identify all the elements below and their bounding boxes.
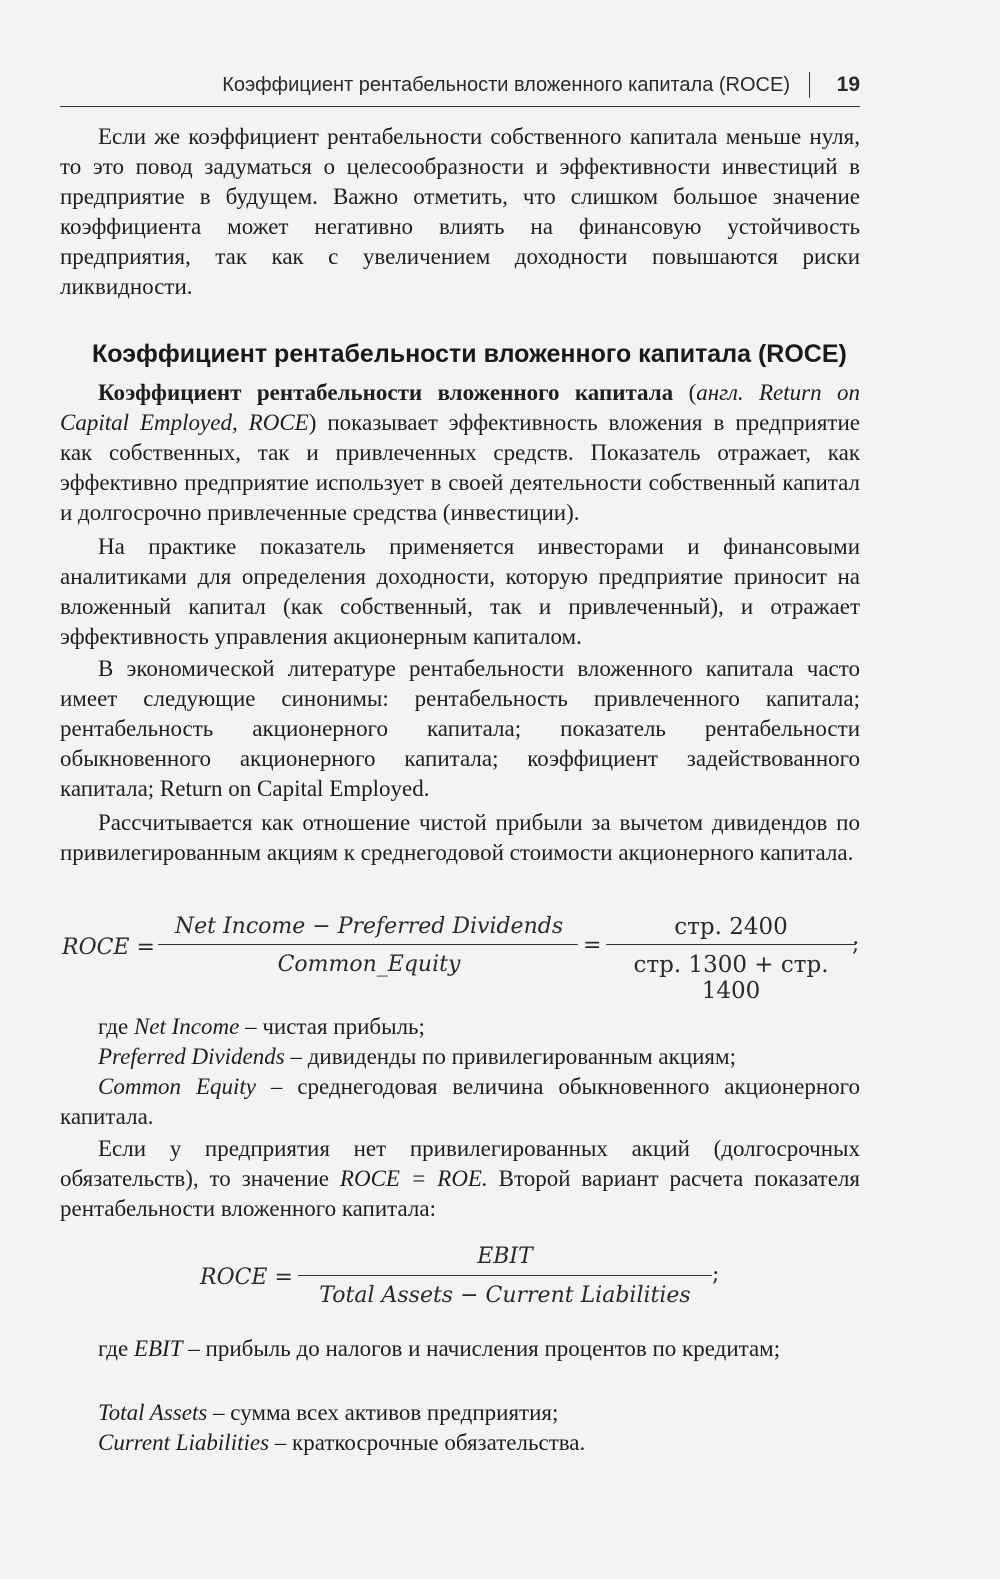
formula2-fraction-bar <box>298 1275 712 1276</box>
formula1-numerator-lines: стр. 2400 <box>674 914 788 940</box>
no-preferred-paragraph <box>60 1134 860 1224</box>
legend-prefix: где <box>98 1336 134 1361</box>
legend1-common-equity <box>60 1072 860 1132</box>
legend-term: Preferred Dividends <box>98 1044 285 1069</box>
paragraph-text: Второй вариант расчета показателя рентабельности вложенного капитала: <box>60 1166 861 1221</box>
formula1-equals: = <box>583 933 602 958</box>
running-header <box>60 70 860 107</box>
abbr-english: Return on Capital Employed, ROCE <box>60 380 860 435</box>
formula1-fraction-bar-2 <box>606 944 856 945</box>
legend-description: – среднегодовая величина обыкновенного акционерного капитала. <box>60 1074 860 1129</box>
legend2-current-liabilities <box>98 1428 585 1458</box>
formula1-numerator: Net Income − Preferred Dividends <box>174 914 564 939</box>
roce-equals-roe: ROCE = ROE. <box>339 1166 488 1191</box>
legend1-net-income <box>98 1012 425 1042</box>
legend-prefix: где <box>98 1014 134 1039</box>
legend-term: Total Assets <box>98 1400 208 1425</box>
legend-term: EBIT <box>133 1336 183 1361</box>
legend2-ebit <box>60 1334 860 1364</box>
definition-paragraph <box>60 378 860 528</box>
intro-paragraph: Если же коэффициент рентабельности собственного капитала меньше нуля, то это повод задуматься о целесообразности и эффективности инвестиций в предприятие в будущем. Важно отметить, что слишком большое значение коэффициента может негативно влиять на финансовую устойчивость предприятия, так как с увеличением доходности повышаются риски ликвидности. <box>60 124 860 299</box>
formula2-numerator: EBIT <box>477 1244 533 1269</box>
running-header-title: Коэффициент рентабельности вложенного капитала (ROCE) <box>222 74 790 96</box>
formula2-denominator: Total Assets − Current Liabilities <box>319 1283 691 1308</box>
page-number: 19 <box>836 73 860 96</box>
header-separator <box>809 72 811 98</box>
formula1-fraction-bar <box>158 944 578 945</box>
legend-term: Current Liabilities <box>98 1430 270 1455</box>
legend-description: – чистая прибыль; <box>239 1014 425 1039</box>
abbr-lang: англ. <box>696 380 744 405</box>
formula1-end: ; <box>852 932 860 957</box>
formula2-lhs: ROCE = <box>200 1265 293 1290</box>
definition-rest: ) показывает эффективность вложения в предприятие как собственных, так и привлеченных средств. Показатель отражает, как эффективно предприятие использует в своей деятельности собственный капитал и долгосрочно привлеченные средства (инвестиции). <box>60 410 860 525</box>
formula1-lhs: ROCE = <box>62 935 155 960</box>
legend2-total-assets <box>98 1398 558 1428</box>
synonyms-paragraph: В экономической литературе рентабельности вложенного капитала часто имеет следующие синонимы: рентабельность привлеченного капитала; рентабельность акционерного капитала; показатель рентабельности обыкновенного акционерного капитала; коэффициент задействованного капитала; Return on Capital Employed. <box>60 656 860 801</box>
defined-term: Коэффициент рентабельности вложенного капитала <box>98 380 674 405</box>
formula1-denominator: Common_Equity <box>277 952 461 977</box>
legend1-preferred-dividends <box>98 1042 736 1072</box>
legend-term: Common Equity <box>98 1074 257 1099</box>
legend-description: – прибыль до налогов и начисления процентов по кредитам; <box>182 1336 781 1361</box>
section-heading: Коэффициент рентабельности вложенного капитала (ROCE) <box>92 340 847 368</box>
legend-description: – дивиденды по привилегированным акциям; <box>284 1044 736 1069</box>
legend-term: Net Income <box>133 1014 240 1039</box>
abbr-open: ( <box>673 380 697 405</box>
legend-description: – сумма всех активов предприятия; <box>207 1400 559 1425</box>
paragraph-text: Если у предприятия нет привилегированных акций (долгосрочных обязательств), то значение <box>60 1136 860 1191</box>
formula1-denominator-lines: стр. 1300 + стр. 1400 <box>633 952 829 1004</box>
legend-description: – краткосрочные обязательства. <box>269 1430 586 1455</box>
calculation-paragraph: Рассчитывается как отношение чистой прибыли за вычетом дивидендов по привилегированным акциям к среднегодовой стоимости акционерного капитала. <box>60 810 860 865</box>
formula2-end: ; <box>712 1262 720 1287</box>
practice-paragraph: На практике показатель применяется инвесторами и финансовыми аналитиками для определения доходности, которую предприятие приносит на вложенный капитал (как собственный, так и привлеченный), и отражает эффективность управления акционерным капиталом. <box>60 534 860 649</box>
